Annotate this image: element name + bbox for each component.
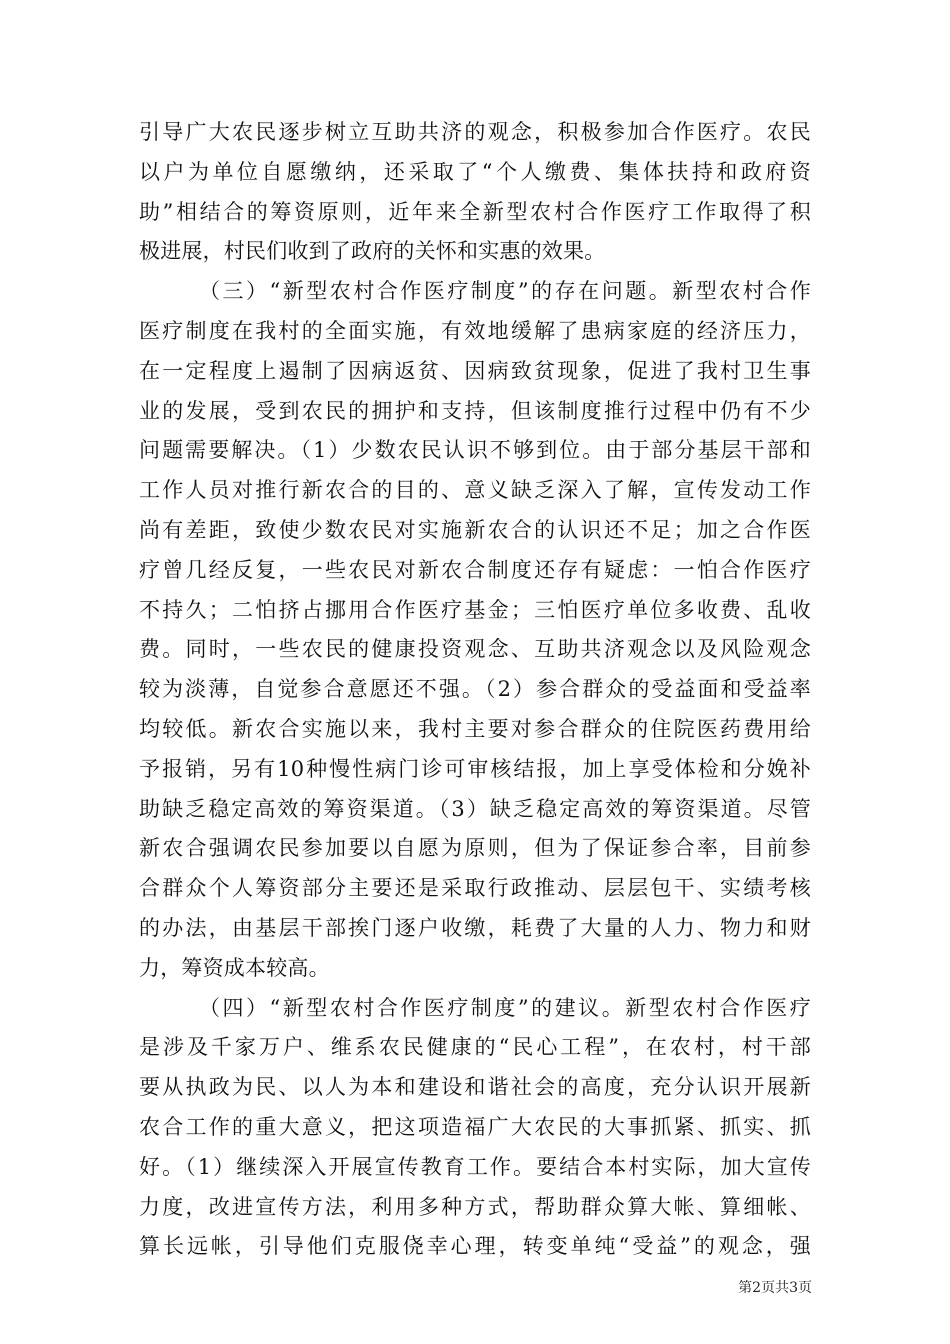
text-line: 以户为单位自愿缴纳，还采取了“个人缴费、集体扶持和政府资: [139, 159, 811, 184]
text-line: 工作人员对推行新农合的目的、意义缺乏深入了解，宣传发动工作: [139, 478, 811, 503]
page-number: 第2页共3页: [738, 1280, 812, 1296]
text-line: 新农合强调农民参加要以自愿为原则，但为了保证参合率，目前参: [139, 836, 811, 861]
text-line: 助缺乏稳定高效的筹资渠道。（3）缺乏稳定高效的筹资渠道。尽管: [139, 796, 811, 821]
text-line: 要从执政为民、以人为本和建设和谐社会的高度，充分认识开展新: [139, 1075, 811, 1100]
text-line: 不持久；二怕挤占挪用合作医疗基金；三怕医疗单位多收费、乱收: [139, 597, 811, 622]
text-line: 予报销，另有10种慢性病门诊可审核结报，加上享受体检和分娩补: [139, 756, 811, 781]
text-line: 的办法，由基层干部挨门逐户收缴，耗费了大量的人力、物力和财: [139, 915, 811, 940]
text-line: 业的发展，受到农民的拥护和支持，但该制度推行过程中仍有不少: [139, 398, 811, 423]
text-line: 问题需要解决。（1）少数农民认识不够到位。由于部分基层干部和: [139, 438, 811, 463]
text-line: 力度，改进宣传方法，利用多种方式，帮助群众算大帐、算细帐、: [139, 1194, 811, 1219]
text-line: 好。（1）继续深入开展宣传教育工作。要结合本村实际，加大宣传: [139, 1154, 811, 1179]
text-line: 疗曾几经反复，一些农民对新农合制度还存有疑虑：一怕合作医疗: [139, 557, 811, 582]
text-line: 极进展，村民们收到了政府的关怀和实惠的效果。: [139, 239, 606, 264]
section-heading-line: （四）“新型农村合作医疗制度”的建议。新型农村合作医疗: [199, 995, 811, 1020]
text-line: 助”相结合的筹资原则，近年来全新型农村合作医疗工作取得了积: [139, 199, 811, 224]
text-line: 费。同时，一些农民的健康投资观念、互助共济观念以及风险观念: [139, 637, 811, 662]
document-body: [139, 113, 811, 1267]
text-line: 农合工作的重大意义，把这项造福广大农民的大事抓紧、抓实、抓: [139, 1114, 811, 1139]
text-line: 较为淡薄，自觉参合意愿还不强。（2）参合群众的受益面和受益率: [139, 677, 811, 702]
text-line: 尚有差距，致使少数农民对实施新农合的认识还不足；加之合作医: [139, 517, 811, 542]
section-heading-line: （三）“新型农村合作医疗制度”的存在问题。新型农村合作: [199, 279, 811, 304]
text-line: 均较低。新农合实施以来，我村主要对参合群众的住院医药费用给: [139, 716, 811, 741]
text-line: 是涉及千家万户、维系农民健康的“民心工程”，在农村，村干部: [139, 1035, 811, 1060]
text-line: 合群众个人筹资部分主要还是采取行政推动、层层包干、实绩考核: [139, 876, 811, 901]
text-line: 引导广大农民逐步树立互助共济的观念，积极参加合作医疗。农民: [139, 120, 811, 144]
text-line: 在一定程度上遏制了因病返贫、因病致贫现象，促进了我村卫生事: [139, 358, 811, 383]
text-line: 医疗制度在我村的全面实施，有效地缓解了患病家庭的经济压力，: [139, 318, 811, 343]
text-line: 算长远帐，引导他们克服侥幸心理，转变单纯“受益”的观念，强: [139, 1234, 811, 1259]
text-line: 力，筹资成本较高。: [139, 955, 330, 980]
